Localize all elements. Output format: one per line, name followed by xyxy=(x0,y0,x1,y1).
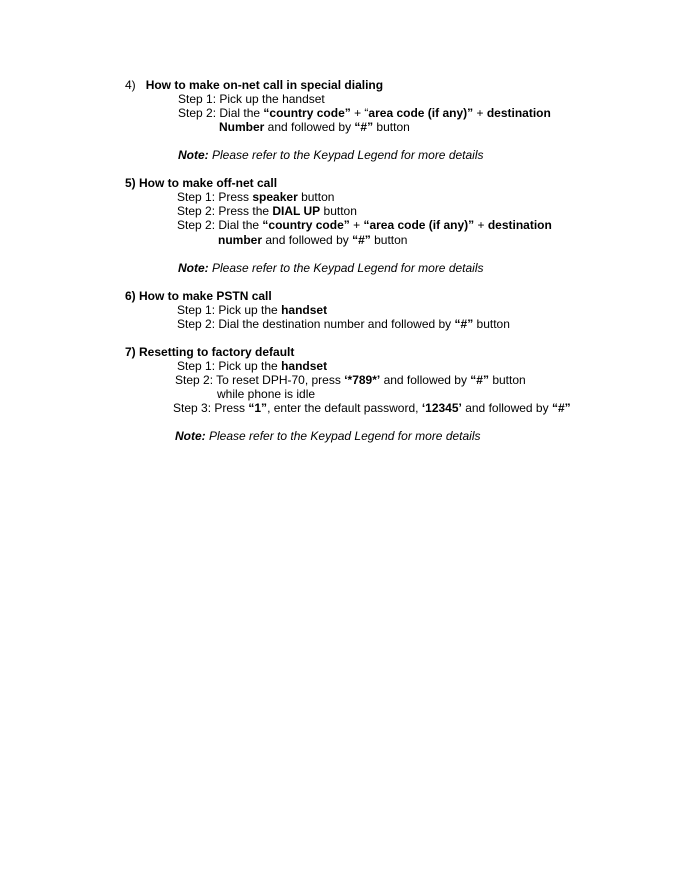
section-4-number: 4) xyxy=(125,78,136,92)
step-text: Step 2: Press the xyxy=(177,204,273,218)
handset-text: handset xyxy=(281,359,328,373)
step-text: button xyxy=(473,317,510,331)
step-text: Step 2: Dial the xyxy=(178,106,264,120)
section-7-step-2 xyxy=(175,373,526,387)
step-text: button xyxy=(370,233,408,247)
plus-text: + “ xyxy=(350,106,369,120)
number-text: Number xyxy=(219,120,265,134)
handset-text: handset xyxy=(281,303,328,317)
step-text: and followed by xyxy=(264,120,355,134)
area-code-text: area code (if any)” xyxy=(368,106,474,120)
destination-text: destination xyxy=(486,106,551,120)
section-7-step-1 xyxy=(177,359,327,373)
section-6-step-2 xyxy=(177,317,510,331)
step-text: button xyxy=(488,373,526,387)
section-4-step-1: Step 1: Pick up the handset xyxy=(178,92,325,106)
note-text: Please refer to the Keypad Legend for more details xyxy=(205,429,481,443)
section-5-note xyxy=(178,261,484,275)
step-text: Step 2: Dial the destination number and followed by xyxy=(177,317,455,331)
note-text: Please refer to the Keypad Legend for more details xyxy=(208,261,484,275)
note-label: Note: xyxy=(178,148,209,162)
country-code-text: “country code” xyxy=(262,218,350,232)
plus-text: + xyxy=(474,218,488,232)
step-text: and followed by xyxy=(262,233,353,247)
hash-key-text: “#” xyxy=(470,373,489,387)
step-text: , enter the default password, xyxy=(267,401,422,415)
speaker-text: speaker xyxy=(252,190,298,204)
section-6-step-1 xyxy=(177,303,327,317)
note-label: Note: xyxy=(178,261,209,275)
password-text: ‘12345’ xyxy=(421,401,462,415)
step-text: Step 2: Dial the xyxy=(177,218,263,232)
section-4-title: How to make on-net call in special dialing xyxy=(145,78,384,92)
step-text: Step 3: Press xyxy=(173,401,249,415)
section-7-heading: 7) Resetting to factory default xyxy=(125,345,295,359)
note-text: Please refer to the Keypad Legend for more details xyxy=(208,148,484,162)
reset-code-text: ‘*789*’ xyxy=(344,373,381,387)
step-text: Step 1: Press xyxy=(177,190,253,204)
step-text: Step 1: Pick up the xyxy=(177,359,282,373)
section-7-step-2-continued: while phone is idle xyxy=(217,387,316,401)
hash-key-text: “#” xyxy=(354,120,374,134)
step-text: Step 1: Pick up the xyxy=(177,303,282,317)
destination-text: destination xyxy=(487,218,552,232)
note-label: Note: xyxy=(175,429,206,443)
section-5-step-2 xyxy=(177,204,357,218)
section-5-step-1 xyxy=(177,190,334,204)
section-5-step-3 xyxy=(177,218,552,232)
country-code-text: “country code” xyxy=(263,106,351,120)
section-4-note xyxy=(178,148,484,162)
step-text: and followed by xyxy=(461,401,552,415)
step-text: Step 2: To reset DPH-70, press xyxy=(175,373,345,387)
section-5-step-3-continued xyxy=(218,233,407,247)
area-code-text: “area code (if any)” xyxy=(363,218,475,232)
step-text: button xyxy=(320,204,357,218)
number-text: number xyxy=(218,233,263,247)
step-text: and followed by xyxy=(380,373,471,387)
section-5-heading: 5) How to make off-net call xyxy=(125,176,278,190)
section-7-note xyxy=(175,429,481,443)
section-4-step-2 xyxy=(178,106,551,120)
section-6-heading: 6) How to make PSTN call xyxy=(125,289,272,303)
dial-up-text: DIAL UP xyxy=(272,204,321,218)
plus-text: + xyxy=(473,106,487,120)
step-text: button xyxy=(373,120,410,134)
hash-key-text: “#” xyxy=(551,401,571,415)
section-7-step-3 xyxy=(173,401,571,415)
section-4-step-2-continued xyxy=(219,120,410,134)
hash-key-text: “#” xyxy=(352,233,371,247)
key-one-text: “1” xyxy=(248,401,268,415)
section-4-heading xyxy=(125,78,383,92)
plus-text: + xyxy=(349,218,364,232)
step-text: button xyxy=(297,190,335,204)
hash-key-text: “#” xyxy=(454,317,474,331)
